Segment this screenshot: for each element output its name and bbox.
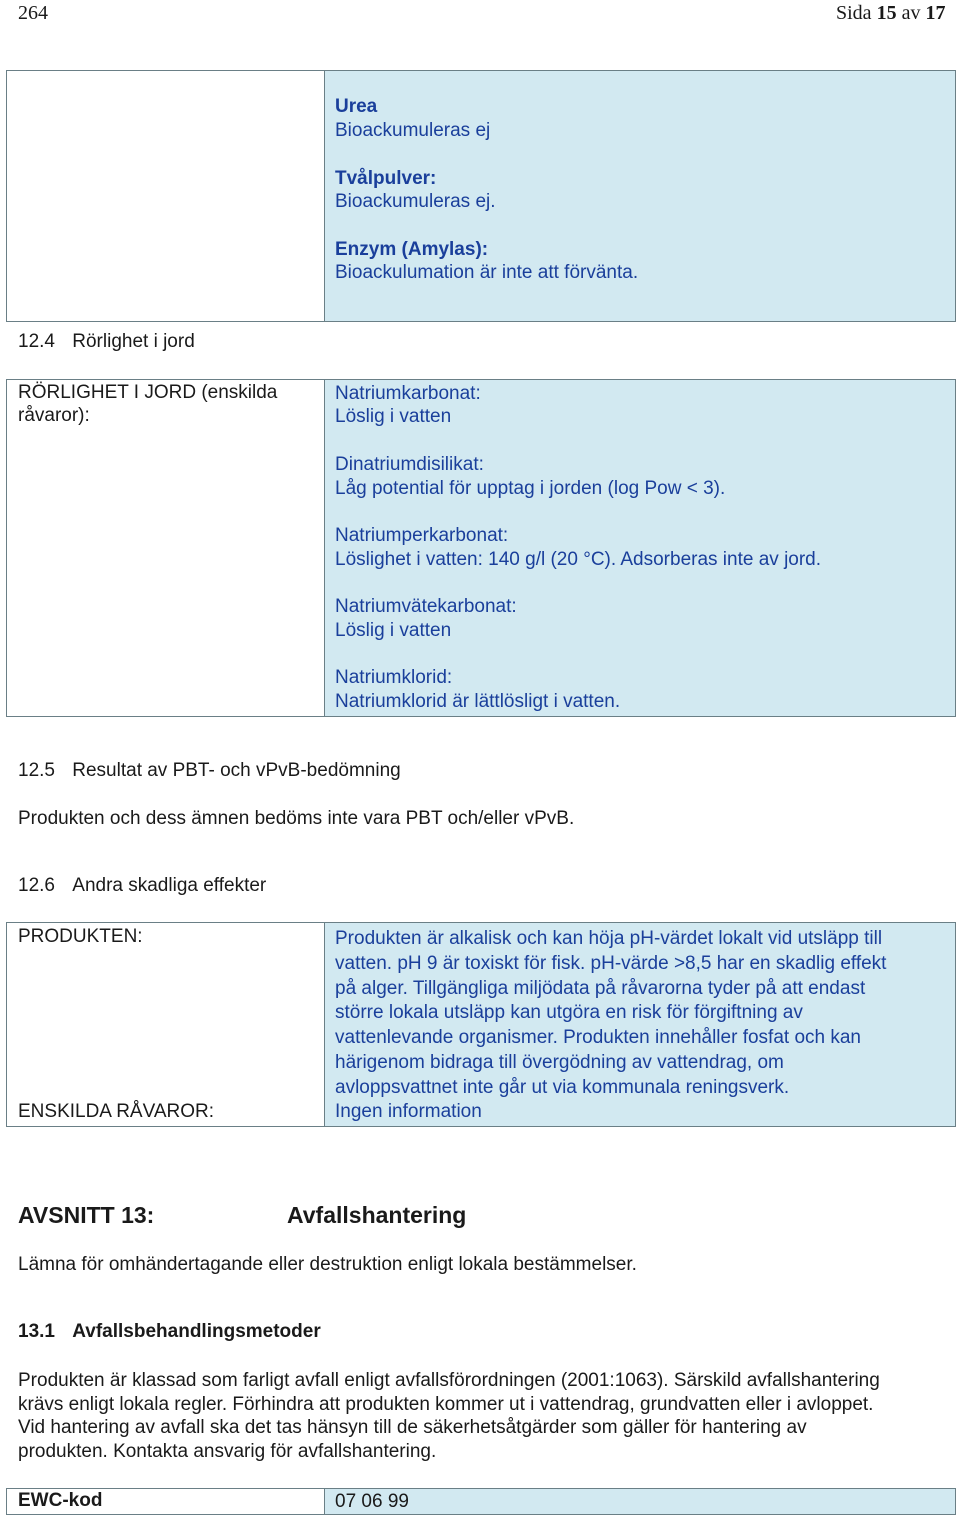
mobility-label-line1: RÖRLIGHET I JORD (enskilda	[18, 382, 278, 403]
section-12-4-title: Rörlighet i jord	[72, 331, 195, 352]
product-line: härigenom bidraga till övergödning av vattendrag, om	[335, 1051, 784, 1073]
section-12-6-title: Andra skadliga effekter	[72, 875, 267, 896]
tvalpulver-heading: Tvålpulver:	[335, 168, 437, 189]
tvalpulver-text: Bioackumuleras ej.	[335, 191, 496, 212]
natriumperkarbonat-text: Löslighet i vatten: 140 g/l (20 °C). Adsorberas inte av jord.	[335, 549, 822, 570]
section-13-1-number: 13.1	[18, 1321, 55, 1342]
section-13-label: AVSNITT 13:	[18, 1202, 155, 1228]
section-12-5-number: 12.5	[18, 760, 55, 781]
mobility-table-fill	[324, 379, 956, 717]
product-label: PRODUKTEN:	[18, 926, 143, 947]
waste-line: produkten. Kontakta ansvarig för avfallshantering.	[18, 1441, 437, 1463]
natriumvatekarbonat-heading: Natriumvätekarbonat:	[335, 596, 517, 617]
ewc-table	[6, 1488, 954, 1515]
section-12-5-text: Produkten och dess ämnen bedöms inte vara PBT och/eller vPvB.	[18, 808, 575, 829]
ewc-value: 07 06 99	[335, 1491, 409, 1512]
raw-materials-label: ENSKILDA RÅVAROR:	[18, 1101, 215, 1122]
natriumklorid-heading: Natriumklorid:	[335, 667, 453, 688]
section-12-6-heading	[18, 875, 266, 897]
page-current: 15	[876, 2, 897, 24]
natriumkarbonat-text: Löslig i vatten	[335, 406, 452, 427]
section-12-5-title: Resultat av PBT- och vPvB-bedömning	[72, 760, 401, 781]
natriumkarbonat-heading: Natriumkarbonat:	[335, 383, 481, 404]
enzym-heading: Enzym (Amylas):	[335, 239, 489, 260]
ewc-value-cell	[324, 1488, 956, 1515]
mobility-table	[6, 379, 954, 717]
dinatriumdisilikat-heading: Dinatriumdisilikat:	[335, 454, 484, 475]
ewc-label: EWC-kod	[18, 1490, 103, 1511]
product-line: avloppsvattnet inte går ut via kommunala reningsverk.	[335, 1076, 790, 1098]
enzym-text: Bioackulumation är inte att förvänta.	[335, 262, 639, 283]
dinatriumdisilikat-text: Låg potential för upptag i jorden (log Pow < 3).	[335, 478, 726, 499]
waste-line: krävs enligt lokala regler. Förhindra att produkten kommer ut i vattendrag, grundvatten eller i avloppet.	[18, 1393, 874, 1415]
page-number: 264	[18, 2, 48, 24]
page-label: Sida	[836, 2, 872, 24]
product-line: vattenlevande organismer. Produkten innehåller fosfat och kan	[335, 1027, 861, 1049]
product-line: större lokala utsläpp kan utgöra en risk för förgiftning av	[335, 1002, 803, 1024]
urea-text: Bioackumuleras ej	[335, 120, 491, 141]
section-13-title: Avfallshantering	[287, 1202, 467, 1228]
natriumperkarbonat-heading: Natriumperkarbonat:	[335, 525, 509, 546]
natriumklorid-text: Natriumklorid är lättlösligt i vatten.	[335, 691, 621, 712]
section-13-intro: Lämna för omhändertagande eller destruktion enligt lokala bestämmelser.	[18, 1254, 637, 1275]
product-line: vatten. pH 9 är toxiskt för fisk. pH-värde >8,5 har en skadlig effekt	[335, 952, 887, 974]
section-12-4-heading	[18, 331, 195, 353]
section-13-1-title: Avfallsbehandlingsmetoder	[72, 1321, 321, 1342]
mobility-label-line2: råvaror):	[18, 405, 90, 426]
product-line: på alger. Tillgängliga miljödata på råvarorna tyder på att endast	[335, 977, 866, 999]
raw-materials-text: Ingen information	[335, 1101, 482, 1122]
page-indicator	[836, 2, 945, 24]
section-13-1-text	[18, 1369, 880, 1464]
product-description	[335, 927, 886, 1101]
section-12-5-heading	[18, 760, 401, 782]
page-total: 17	[925, 2, 946, 24]
urea-heading: Urea	[335, 96, 378, 117]
waste-line: Produkten är klassad som farligt avfall enligt avfallsförordningen (2001:1063). Särskild avfallshantering	[18, 1370, 880, 1391]
section-13-1-heading	[18, 1321, 321, 1343]
page-of: av	[901, 2, 921, 24]
natriumvatekarbonat-text: Löslig i vatten	[335, 620, 452, 641]
waste-line: Vid hantering av avfall ska det tas hänsyn till de säkerhetsåtgärder som gäller för hantering av	[18, 1417, 807, 1439]
section-12-4-number: 12.4	[18, 331, 55, 352]
product-line: Produkten är alkalisk och kan höja pH-värdet lokalt vid utsläpp till	[335, 928, 883, 949]
section-12-6-number: 12.6	[18, 875, 55, 896]
